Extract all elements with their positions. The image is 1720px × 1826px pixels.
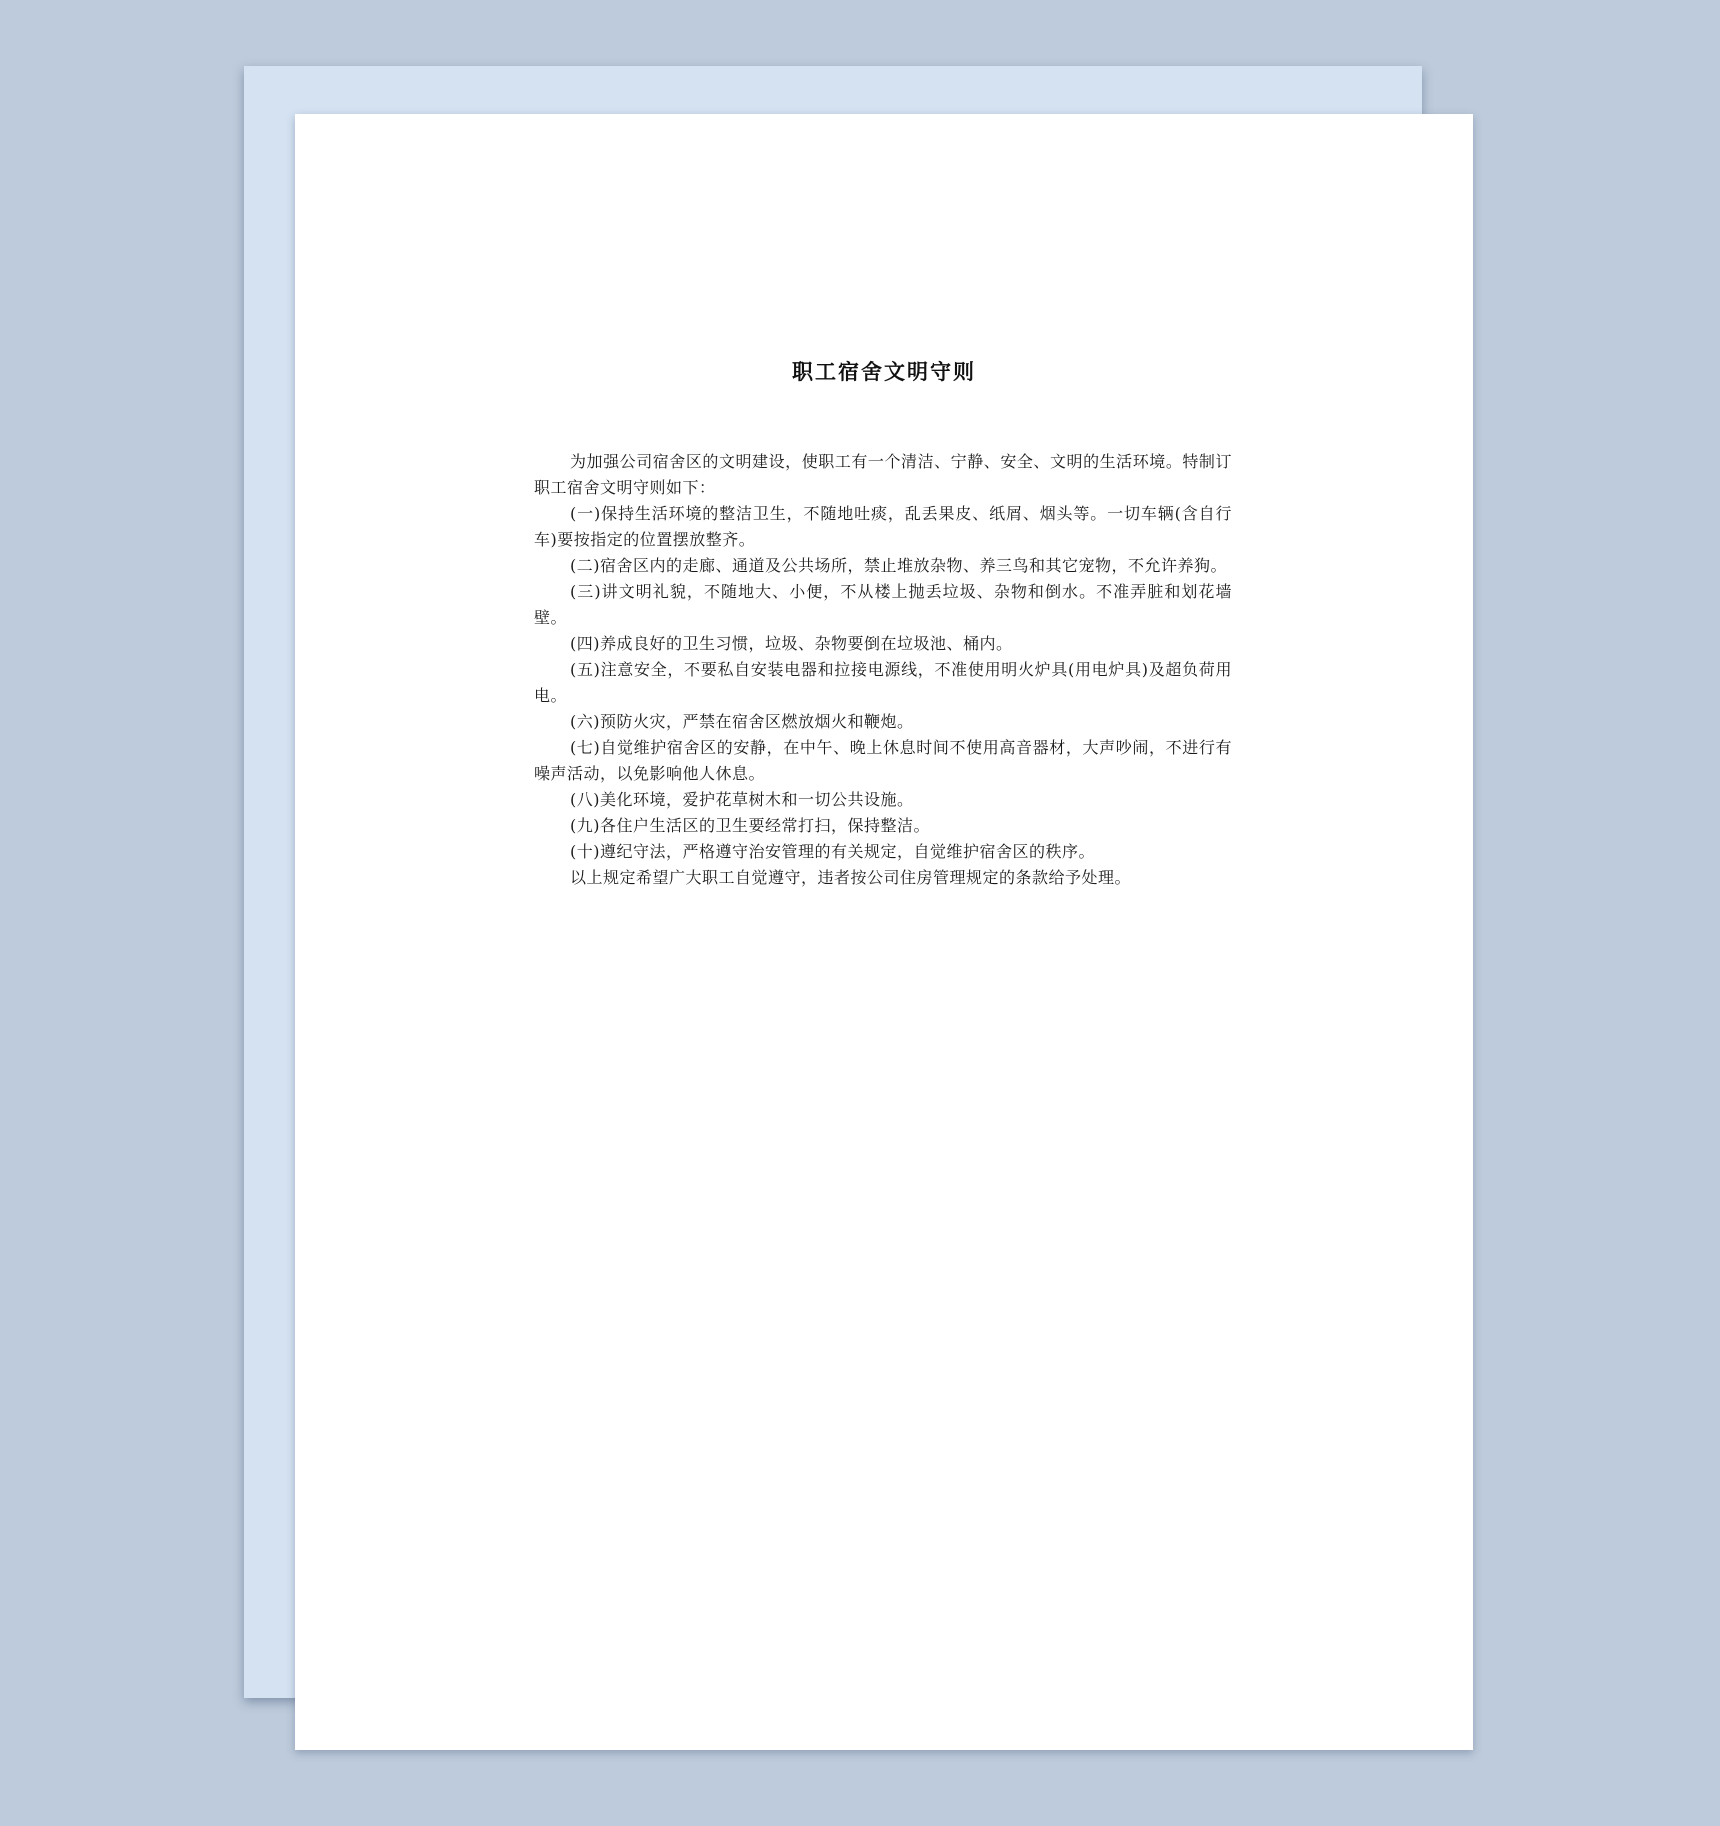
rule-item-2: (二)宿舍区内的走廊、通道及公共场所，禁止堆放杂物、养三鸟和其它宠物，不允许养狗。 [570,556,1227,575]
rule-item-1: (一)保持生活环境的整洁卫生，不随地吐痰，乱丢果皮、纸屑、烟头等。一切车辆(含自行车)要按指定的位置摆放整齐。 [534,504,1232,549]
document-title: 职工宿舍文明守则 [792,359,976,384]
rule-item-4: (四)养成良好的卫生习惯，垃圾、杂物要倒在垃圾池、桶内。 [570,634,1013,653]
rule-item-10: (十)遵纪守法，严格遵守治安管理的有关规定，自觉维护宿舍区的秩序。 [570,842,1095,861]
intro-paragraph: 为加强公司宿舍区的文明建设，使职工有一个清洁、宁静、安全、文明的生活环境。特制订职工宿舍文明守则如下： [534,452,1232,497]
rule-item-6: (六)预防火灾，严禁在宿舍区燃放烟火和鞭炮。 [570,712,914,731]
rule-item-5: (五)注意安全，不要私自安装电器和拉接电源线，不准使用明火炉具(用电炉具)及超负荷用电。 [534,660,1232,705]
rule-item-8: (八)美化环境，爱护花草树木和一切公共设施。 [570,790,914,809]
rule-item-9: (九)各住户生活区的卫生要经常打扫，保持整洁。 [570,816,930,835]
document-body [534,449,1232,891]
rule-item-7: (七)自觉维护宿舍区的安静，在中午、晚上休息时间不使用高音器材，大声吵闹，不进行有噪声活动，以免影响他人休息。 [534,738,1232,783]
document-page [295,114,1473,1750]
rule-item-3: (三)讲文明礼貌，不随地大、小便，不从楼上抛丢垃圾、杂物和倒水。不准弄脏和划花墙壁。 [534,582,1232,627]
closing-paragraph: 以上规定希望广大职工自觉遵守，违者按公司住房管理规定的条款给予处理。 [570,868,1132,887]
